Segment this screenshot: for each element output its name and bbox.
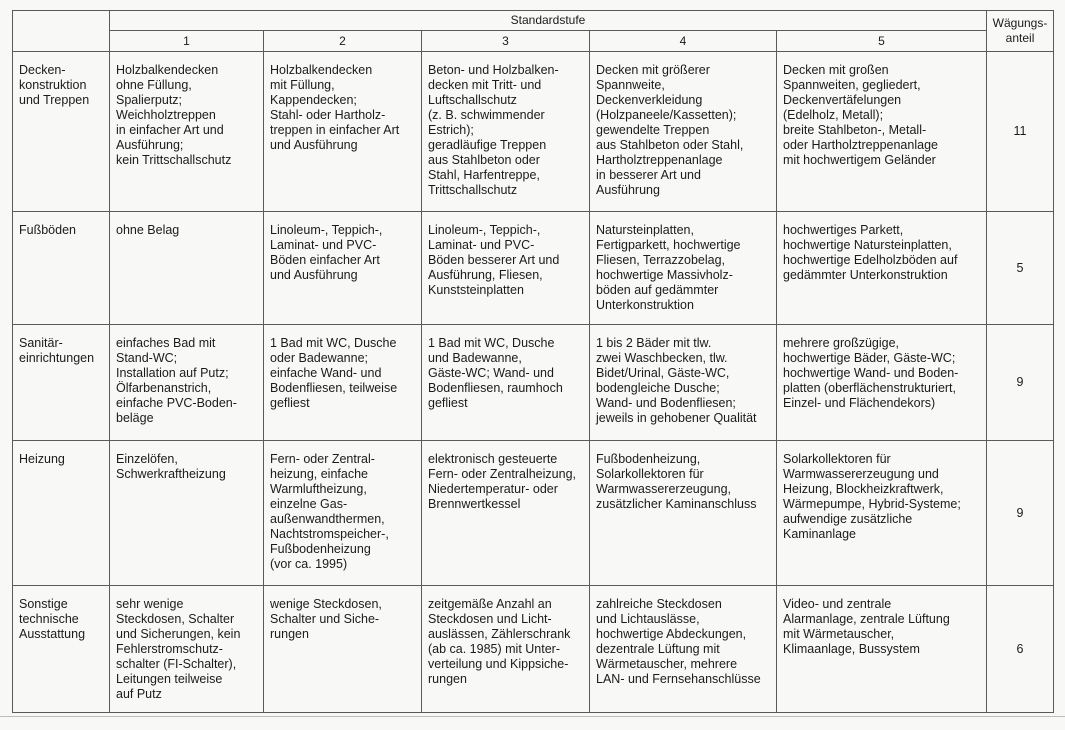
table-cell: mehrere großzügige, hochwertige Bäder, Gäste-WC; hochwertige Wand- und Boden- platten (oberflächenstrukturiert, Einzel- und Flächendekors) [777, 325, 987, 441]
header-corner-cell [13, 11, 110, 52]
table-cell: wenige Steckdosen, Schalter und Siche- rungen [264, 586, 422, 713]
table-row [13, 325, 1054, 441]
header-weight: Wägungs- anteil [987, 11, 1054, 52]
table-cell: Fern- oder Zentral- heizung, einfache Warmluftheizung, einzelne Gas- außenwandthermen, Nachtstromspeicher-, Fußbodenheizung (vor ca. 1995) [264, 441, 422, 586]
table-cell: Video- und zentrale Alarmanlage, zentrale Lüftung mit Wärmetauscher, Klimaanlage, Bussystem [777, 586, 987, 713]
weight-value: 9 [987, 441, 1054, 586]
table-cell: Decken mit größerer Spannweite, Deckenverkleidung (Holzpaneele/Kassetten); gewendelte Treppen aus Stahlbeton oder Stahl, Hartholztreppenanlage in besserer Art und Ausführung [590, 52, 777, 212]
table-cell: hochwertiges Parkett, hochwertige Natursteinplatten, hochwertige Edelholzböden auf gedämmter Unterkonstruktion [777, 212, 987, 325]
table-cell: Solarkollektoren für Warmwassererzeugung und Heizung, Blockheizkraftwerk, Wärmepumpe, Hybrid-Systeme; aufwendige zusätzliche Kaminanlage [777, 441, 987, 586]
table-cell: Holzbalkendecken ohne Füllung, Spalierputz; Weichholztreppen in einfacher Art und Ausführung; kein Trittschallschutz [110, 52, 264, 212]
header-row-levels [13, 31, 1054, 52]
table-row [13, 441, 1054, 586]
header-level-2: 2 [264, 31, 422, 52]
header-level-5: 5 [777, 31, 987, 52]
table-cell: Fußbodenheizung, Solarkollektoren für Warmwassererzeugung, zusätzlicher Kaminanschluss [590, 441, 777, 586]
row-label: Sonstige technische Ausstattung [13, 586, 110, 713]
table-cell: ohne Belag [110, 212, 264, 325]
table-cell: Decken mit großen Spannweiten, gegliedert, Deckenvertäfelungen (Edelholz, Metall); breite Stahlbeton-, Metall- oder Hartholztreppenanlage mit hochwertigem Geländer [777, 52, 987, 212]
header-level-3: 3 [422, 31, 590, 52]
weight-value: 11 [987, 52, 1054, 212]
table-cell: 1 Bad mit WC, Dusche oder Badewanne; einfache Wand- und Bodenfliesen, teilweise gefliest [264, 325, 422, 441]
table-cell: Einzelöfen, Schwerkraftheizung [110, 441, 264, 586]
header-row-group [13, 11, 1054, 31]
row-label: Sanitär- einrichtungen [13, 325, 110, 441]
table-cell: Natursteinplatten, Fertigparkett, hochwertige Fliesen, Terrazzobelag, hochwertige Massivholz- böden auf gedämmter Unterkonstruktion [590, 212, 777, 325]
weight-value: 9 [987, 325, 1054, 441]
table-row [13, 52, 1054, 212]
table-cell: Linoleum-, Teppich-, Laminat- und PVC- Böden einfacher Art und Ausführung [264, 212, 422, 325]
table-cell: zahlreiche Steckdosen und Lichtauslässe, hochwertige Abdeckungen, dezentrale Lüftung mit Wärmetauscher, mehrere LAN- und Fernsehanschlüsse [590, 586, 777, 713]
table-cell: 1 bis 2 Bäder mit tlw. zwei Waschbecken, tlw. Bidet/Urinal, Gäste-WC, bodengleiche Dusche; Wand- und Bodenfliesen; jeweils in gehobener Qualität [590, 325, 777, 441]
standard-levels-table [12, 10, 1054, 713]
header-standardstufe: Standardstufe [110, 11, 987, 31]
table-cell: sehr wenige Steckdosen, Schalter und Sicherungen, kein Fehlerstromschutz- schalter (FI-Schalter), Leitungen teilweise auf Putz [110, 586, 264, 713]
row-label: Heizung [13, 441, 110, 586]
table-row [13, 212, 1054, 325]
table-cell: elektronisch gesteuerte Fern- oder Zentralheizung, Niedertemperatur- oder Brennwertkessel [422, 441, 590, 586]
weight-value: 5 [987, 212, 1054, 325]
table-cell: Holzbalkendecken mit Füllung, Kappendecken; Stahl- oder Hartholz- treppen in einfacher Art und Ausführung [264, 52, 422, 212]
table-cell: einfaches Bad mit Stand-WC; Installation auf Putz; Ölfarbenanstrich, einfache PVC-Boden- beläge [110, 325, 264, 441]
header-level-4: 4 [590, 31, 777, 52]
table-row [13, 586, 1054, 713]
row-label: Fußböden [13, 212, 110, 325]
table-cell: Linoleum-, Teppich-, Laminat- und PVC- Böden besserer Art und Ausführung, Fliesen, Kunststeinplatten [422, 212, 590, 325]
page-bottom-rule [0, 716, 1065, 717]
table-cell: zeitgemäße Anzahl an Steckdosen und Licht- auslässen, Zählerschrank (ab ca. 1985) mit Unter- verteilung und Kippsiche- rungen [422, 586, 590, 713]
table-cell: 1 Bad mit WC, Dusche und Badewanne, Gäste-WC; Wand- und Bodenfliesen, raumhoch gefliest [422, 325, 590, 441]
weight-value: 6 [987, 586, 1054, 713]
header-level-1: 1 [110, 31, 264, 52]
row-label: Decken- konstruktion und Treppen [13, 52, 110, 212]
table-cell: Beton- und Holzbalken- decken mit Tritt- und Luftschallschutz (z. B. schwimmender Estrich); geradläufige Treppen aus Stahlbeton oder Stahl, Harfentreppe, Trittschallschutz [422, 52, 590, 212]
